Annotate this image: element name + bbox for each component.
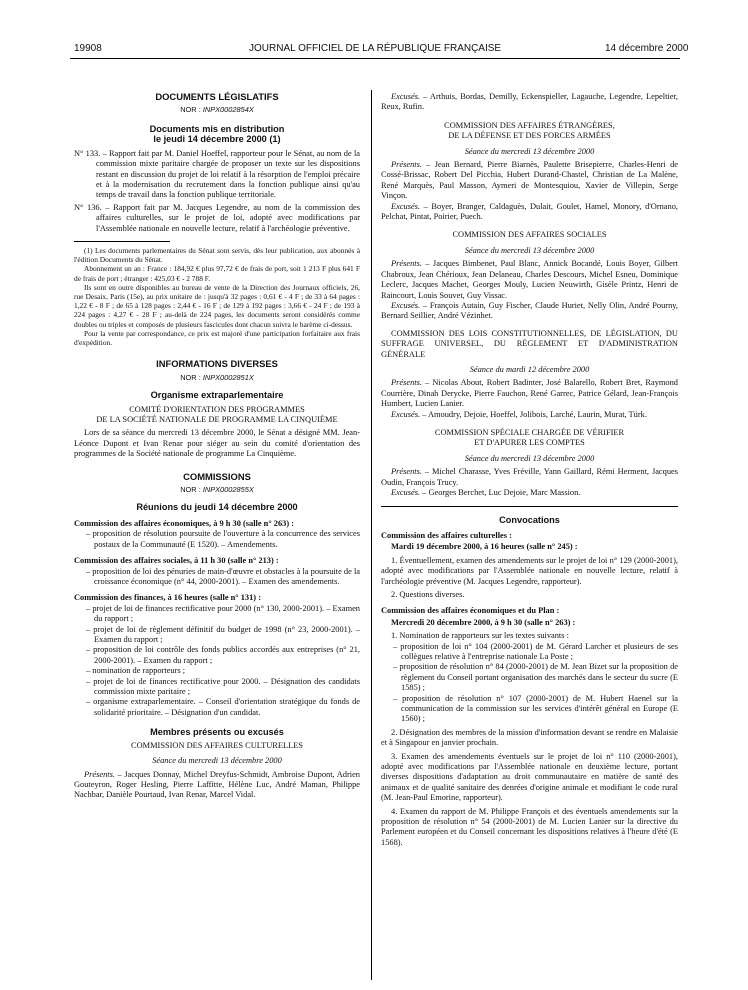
session-date: Séance du mercredi 13 décembre 2000 — [464, 146, 595, 156]
section-title-documents: DOCUMENTS LÉGISLATIFS — [155, 91, 279, 102]
convocations-title: Convocations — [499, 515, 560, 526]
right-column — [381, 92, 678, 848]
agenda-item: – projet de loi de finances rectificative pour 2000 (n° 130, 2000-2001). – Examen du rapport ; — [86, 603, 360, 624]
committee-caption: COMMISSION DES LOIS CONSTITUTIONNELLES, DE LÉGISLATION, DU SUFFRAGE UNIVERSEL, DU RÈGLEMENT ET D'ADMINISTRATION GÉNÉRALE — [381, 328, 678, 359]
committee-caption: COMITÉ D'ORIENTATION DES PROGRAMMES DE LA SOCIÉTÉ NATIONALE DE PROGRAMME LA CINQUIÈME — [96, 404, 338, 425]
agenda-subitem: – proposition de résolution n° 107 (2000-2001) de M. Hubert Haenel sur la communication de la commission sur les services d'intérêt général en Europe (E 1560) ; — [393, 693, 678, 724]
agenda-item: 3. Examen des amendements éventuels sur le projet de loi n° 110 (2000-2001), adopté avec modifications par l'Assemblée nationale en deuxième lecture, portant diverses dispositions d'adaptation au droit communautaire en matière de santé des animaux et de qualité sanitaire des denrées d'origine animale et modifiant le code rural (M. Jean-Paul Emorine, rapporteur). — [381, 751, 678, 803]
header-rule — [70, 58, 680, 59]
agenda-item: 1. Nomination de rapporteurs sur les textes suivants : — [391, 631, 569, 641]
agenda-subitem: – proposition de loi n° 104 (2000-2001) de M. Gérard Larcher et plusieurs de ses collègues relative à l'entreprise nationale La Poste ; — [393, 641, 678, 661]
agenda-item: – nomination de rapporteurs ; — [86, 666, 186, 676]
commission-heading: Commission des affaires économiques et du Plan : — [381, 606, 560, 616]
agenda-item: – projet de loi de règlement définitif du budget de 1998 (n° 23, 2000-2001). – Examen du rapport ; — [86, 624, 360, 645]
subtitle-documents: Documents mis en distribution le jeudi 14 décembre 2000 (1) — [149, 123, 285, 145]
members-excused: Excusés. – François Autain, Guy Fischer, Claude Huriet, Nelly Olin, André Pourny, Bernard Seillier, André Vézinhet. — [381, 300, 678, 321]
members-present: Présents. – Jacques Bimbenet, Paul Blanc, Annick Bocandé, Louis Boyer, Gilbert Chabroux, Jean Chérioux, Jean Delaneau, Charles Descours, Michel Esneu, Dominique Leclerc, Jacques Machet, Georges Mouly, Lucien Neuwirth, Gisèle Printz, Henri de Raincourt, Louis Souvet, Guy Vissac. — [381, 259, 678, 300]
committee-caption: COMMISSION DES AFFAIRES SOCIALES — [452, 230, 607, 240]
nor-reference: NOR : INPX0002854X — [180, 105, 254, 115]
nor-reference: NOR : INPX0002851X — [180, 372, 254, 382]
members-present: Présents. – Nicolas About, Robert Badinter, José Balarello, Robert Bret, Raymond Courrière, Dinah Derycke, Pierre Fauchon, René Garrec, Patrice Gélard, Jean-François Humbert, Lucien Lanier. — [381, 378, 678, 409]
column-divider — [371, 90, 372, 980]
document-entry: N° 136. – Rapport fait par M. Jacques Legendre, au nom de la commission des affaires culturelles, sur le projet de loi, adopté avec modifications par l'Assemblée nationale en nouvelle lecture, relatif à l'archéologie préventive. — [74, 202, 360, 233]
commission-heading: Commission des affaires économiques, à 9 h 30 (salle n° 263) : — [74, 518, 295, 528]
agenda-item: 2. Questions diverses. — [391, 589, 465, 599]
journal-title: JOURNAL OFFICIEL DE LA RÉPUBLIQUE FRANÇAISE — [249, 43, 502, 54]
agenda-item: – proposition de loi des pénuries de main-d'œuvre et obstacles à la poursuite de la croissance économique (n° 44, 2000-2001). – Examen des amendements. — [86, 566, 360, 586]
members-excused: Excusés. – Arthuis, Bordas, Demilly, Eckenspieller, Lagauche, Legendre, Lepeltier, Reux, Rufin. — [381, 92, 678, 112]
committee-caption: COMMISSION DES AFFAIRES CULTURELLES — [131, 740, 303, 750]
footnote: (1) Les documents parlementaires du Sénat sont servis, dès leur publication, aux abonnés à l'édition Documents du Sénat. Abonnement un an : France : 184,92 € plus 97,72 € de frais de port, soit 1 213 F plus 641 F de frais de port ; étranger : 425,03 € - 2 788 F. Ils sont en outre disponibles au bureau de vente de la Direction des Journaux officiels, 26, rue Desaix, Paris (15e), au prix unitaire de : jusqu'à 32 pages : 0,61 € - 4 F ; de 33 à 64 pages : 1,22 € - 8 F ; de 65 à 128 pages : 2,44 € - 16 F ; de 129 à 192 pages : 3,66 € - 24 F ; de 193 à 224 pages : 4,27 € - 28 F ; au-delà de 224 pages, les documents seront considérés comme doubles ou triples et composés de plusieurs fascicules dont chacun suivra le barème ci-dessus. Pour la vente par correspondance, ce prix est majoré d'une participation forfaitaire aux frais d'expédition. — [74, 246, 360, 348]
issue-date: 14 décembre 2000 — [605, 43, 689, 54]
commission-heading: Commission des affaires culturelles : — [381, 530, 512, 540]
section-title-commissions: COMMISSIONS — [183, 470, 251, 482]
agenda-item: – projet de loi de finances rectificative pour 2000. – Désignation des candidats commission mixte paritaire ; — [86, 676, 360, 697]
session-date: Séance du mercredi 13 décembre 2000 — [464, 453, 595, 463]
session-date: Séance du mercredi 13 décembre 2000 — [464, 245, 595, 255]
session-date: Séance du mardi 12 décembre 2000 — [469, 364, 590, 374]
agenda-item: 2. Désignation des membres de la mission d'information devant se rendre en Malaisie et à Singapour en janvier prochain. — [381, 727, 678, 748]
commission-heading: Commission des finances, à 16 heures (salle n° 131) : — [74, 593, 261, 603]
members-present: Présents. – Michel Charasse, Yves Fréville, Yann Gaillard, Rémi Herment, Jacques Oudin, François Trucy. — [381, 467, 678, 487]
committee-caption: COMMISSION SPÉCIALE CHARGÉE DE VÉRIFIER ET D'APURER LES COMPTES — [434, 427, 625, 448]
session-date: Séance du mercredi 13 décembre 2000 — [152, 756, 282, 766]
section-title-informations: INFORMATIONS DIVERSES — [156, 358, 278, 370]
left-column — [74, 92, 360, 801]
agenda-subitem: – proposition de résolution n° 84 (2000-2001) de M. Jean Bizet sur la proposition de règlement du Conseil portant organisation des marchés dans le secteur du sucre (E 1585) ; — [393, 662, 678, 693]
nor-reference: NOR : INPX0002855X — [180, 485, 254, 495]
document-entry: N° 133. – Rapport fait par M. Daniel Hoeffel, rapporteur pour le Sénat, au nom de la commission mixte paritaire chargée de proposer un texte sur les dispositions restant en discussion du projet de loi relatif à la résorption de l'emploi précaire et à la modernisation du recrutement dans la fonction publique ainsi qu'au temps de travail dans la fonction publique territoriale. — [74, 148, 360, 200]
page-number: 19908 — [74, 43, 102, 54]
agenda-item: – organisme extraparlementaire. – Conseil d'orientation stratégique du fonds de solidarité prioritaire. – Désignation d'un candidat. — [86, 697, 360, 717]
agenda-item: – proposition de loi contrôle des fonds publics accordés aux entreprises (n° 21, 2000-2001). – Examen du rapport ; — [86, 645, 360, 665]
agenda-item: 1. Éventuellement, examen des amendements sur le projet de loi n° 129 (2000-2001), adopté avec modifications par l'Assemblée nationale en nouvelle lecture, relatif à l'archéologie préventive (M. Jacques Legendre, rapporteur). — [381, 555, 678, 586]
commission-heading: Commission des affaires sociales, à 11 h 30 (salle n° 213) : — [74, 556, 279, 566]
members-excused: Excusés. – Amoudry, Dejoie, Hoeffel, Jolibois, Larché, Laurin, Murat, Türk. — [391, 409, 647, 419]
meeting-date: Mercredi 20 décembre 2000, à 9 h 30 (salle n° 263) : — [391, 617, 576, 627]
meeting-date: Mardi 19 décembre 2000, à 16 heures (salle n° 245) : — [391, 542, 578, 552]
members-excused: Excusés. – Boyer, Branger, Caldaguès, Dulait, Goulet, Hamel, Monory, d'Ornano, Pelchat, Pintat, Poirier, Puech. — [381, 201, 678, 222]
subtitle-membres: Membres présents ou excusés — [150, 727, 284, 738]
members-present: Présents. – Jacques Donnay, Michel Dreyfus-Schmidt, Ambroise Dupont, Adrien Gouteyron, Roger Hesling, Pierre Laffitte, Hélène Luc, André Maman, Philippe Nachbar, Danièle Pourtaud, Ivan Renar, Marcel Vidal. — [74, 769, 360, 800]
members-present: Présents. – Jean Bernard, Pierre Biarnès, Paulette Brisepierre, Charles-Henri de Cossé-Brissac, Robert Del Picchia, Hubert Durand-Chastel, Christian de La Malène, René Marquès, Paul Masson, Aymeri de Montesquiou, Xavier de Villepin, Serge Vinçon. — [381, 160, 678, 201]
footnote-rule — [74, 241, 170, 242]
convocations-rule — [381, 506, 678, 507]
paragraph: Lors de sa séance du mercredi 13 décembre 2000, le Sénat a désigné MM. Jean-Léonce Dupont et Ivan Renar pour siéger au sein du comité d'orientation des programmes de la Société nationale de programme La Cinquième. — [74, 428, 360, 459]
agenda-item: – proposition de résolution poursuite de l'ouverture à la concurrence des services postaux de la Communauté (E 1520). – Amendements. — [86, 529, 360, 549]
agenda-item: 4. Examen du rapport de M. Philippe François et des éventuels amendements sur la proposition de résolution n° 54 (2000-2001) de M. Lucien Lanier sur la directive du Parlement européen et du Conseil concernant les dispositions relatives à l'heure d'été (E 1568). — [381, 806, 678, 847]
subtitle-reunions: Réunions du jeudi 14 décembre 2000 — [136, 502, 298, 513]
committee-caption: COMMISSION DES AFFAIRES ÉTRANGÈRES, DE LA DÉFENSE ET DES FORCES ARMÉES — [444, 120, 615, 141]
members-excused: Excusés. – Georges Berchet, Luc Dejoie, Marc Massion. — [391, 488, 581, 497]
subtitle-organisme: Organisme extraparlementaire — [150, 390, 284, 401]
